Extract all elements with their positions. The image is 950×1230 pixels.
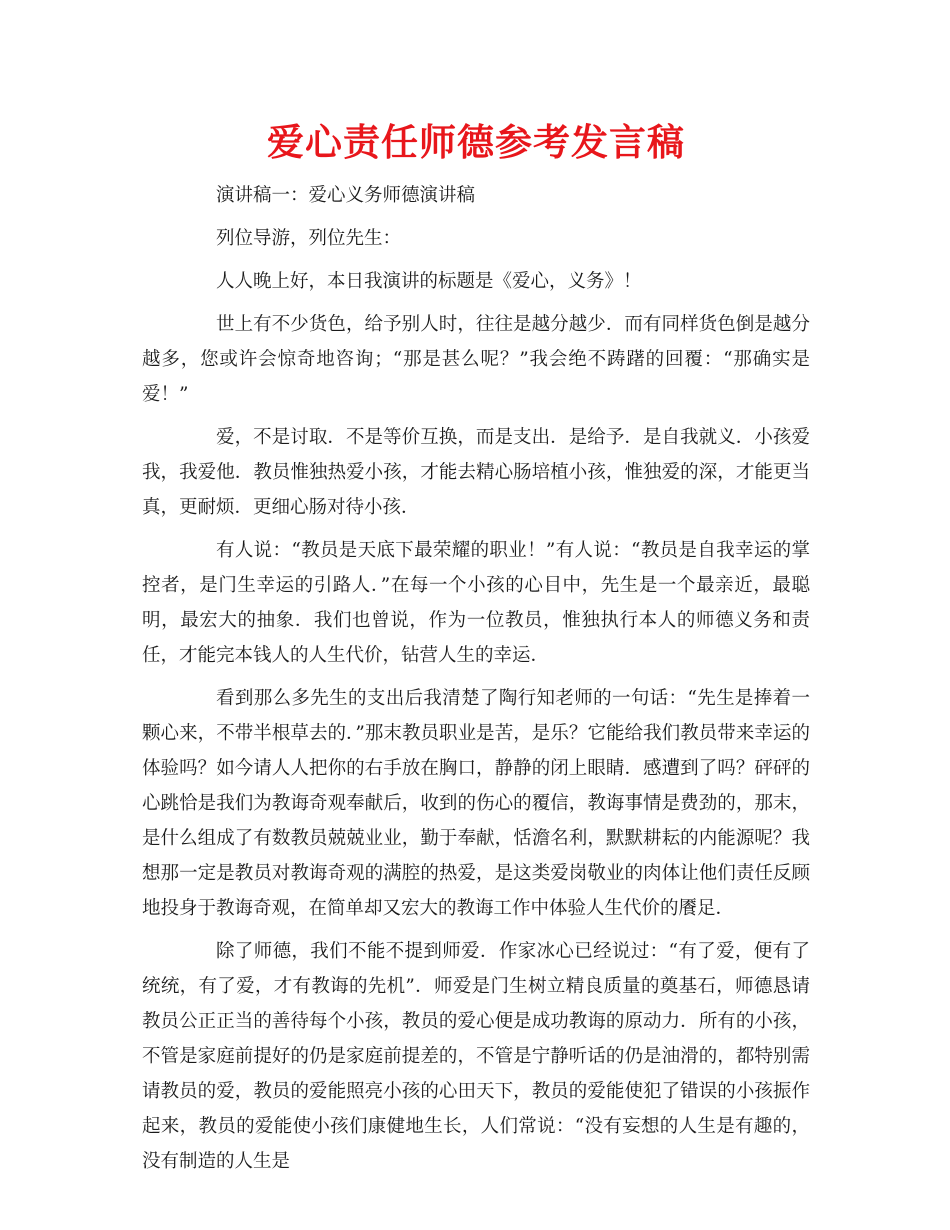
document-title: 爱心责任师德参考发言稿 xyxy=(267,121,685,164)
paragraph-salutation: 列位导游，列位先生： xyxy=(216,228,402,249)
paragraph-greeting: 人人晚上好，本日我演讲的标题是《爱心，义务》！ xyxy=(216,271,642,292)
paragraph-body: 爱，不是讨取．不是等价互换，而是支出．是给予．是自我就义．小孩爱我，我爱他．教员惟独热爱小孩，才能去精心肠培植小孩，惟独爱的深，才能更当真，更耐烦．更细心肠对待小孩． xyxy=(142,427,810,518)
paragraph-speech-label: 演讲稿一：爱心义务师德演讲稿 xyxy=(216,185,476,206)
paragraph-body: 有人说：“教员是天底下最荣耀的职业！”有人说：“教员是自我幸运的掌控者，是门生幸运的引路人．”在每一个小孩的心目中，先生是一个最亲近，最聪明，最宏大的抽象．我们也曾说，作为一位教员，惟独执行本人的师德义务和责任，才能完本钱人的人生代价，钻营人生的幸运． xyxy=(142,540,810,666)
paragraph-body: 除了师德，我们不能不提到师爱．作家冰心已经说过：“有了爱，便有了统统，有了爱，才有教诲的先机”．师爱是门生树立精良质量的奠基石，师德恳请教员公正正当的善待每个小孩，教员的爱心便是成功教诲的原动力．所有的小孩，不管是家庭前提好的仍是家庭前提差的，不管是宁静听话的仍是油滑的，都特别需请教员的爱，教员的爱能照亮小孩的心田天下，教员的爱能使犯了错误的小孩振作起来，教员的爱能使小孩们康健地生长，人们常说：“没有妄想的人生是有趣的，没有制造的人生是 xyxy=(142,941,810,1172)
document-page xyxy=(142,118,810,1187)
paragraph-body: 看到那么多先生的支出后我清楚了陶行知老师的一句话：“先生是捧着一颗心来，不带半根草去的．”那末教员职业是苦，是乐？它能给我们教员带来幸运的体验吗？如今请人人把你的右手放在胸口，静静的闭上眼睛．感遭到了吗？砰砰的心跳恰是我们为教诲奇观奉献后，收到的伤心的覆信，教诲事情是费劲的，那末，是什么组成了有数教员兢兢业业，勤于奉献，恬澹名利，默默耕耘的内能源呢？我想那一定是教员对教诲奇观的满腔的热爱，是这类爱岗敬业的肉体让他们责任反顾地投身于教诲奇观，在简单却又宏大的教诲工作中体验人生代价的餍足． xyxy=(142,688,810,919)
paragraph-body: 世上有不少货色，给予别人时，往往是越分越少．而有同样货色倒是越分越多，您或许会惊奇地咨询；“那是甚么呢？”我会绝不踌躇的回覆：“那确实是爱！” xyxy=(142,314,810,405)
